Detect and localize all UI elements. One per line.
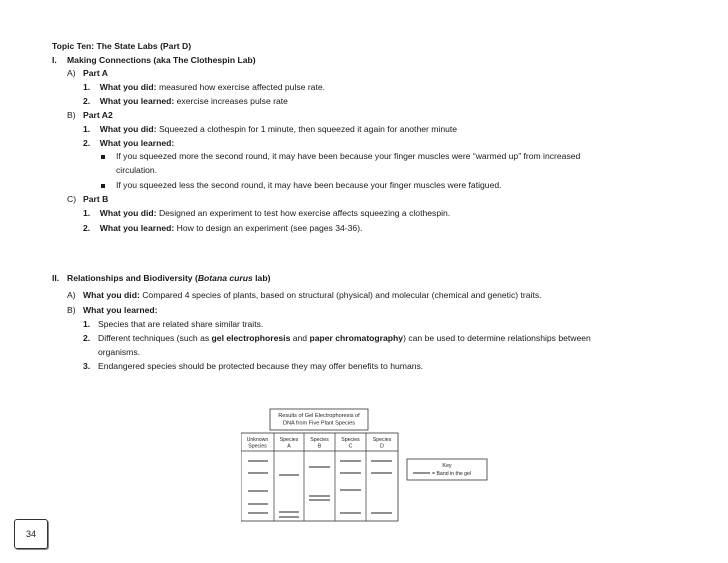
figure-key-text: = Band in the gel [432,471,472,477]
column-d-line-1: Species [372,437,392,443]
section-2-item-2-mid: and [290,333,310,343]
part-a-item-1 [83,82,325,93]
part-b-item-1-text: Designed an experiment to test how exercise affects squeezing a clothespin. [158,208,451,218]
figure-title-line-1: Results of Gel Electrophoresis of [278,413,360,419]
part-a-item-2-text: exercise increases pulse rate [176,96,288,106]
part-a2-item-1-num: 1. [83,124,91,134]
column-b-line-1: Species [310,437,329,443]
part-a2-bullet-1-line-1: If you squeezed more the second round, it may have been because your finger muscles were “warmed up” from increased [116,151,581,161]
part-a-item-2-num: 2. [83,96,91,106]
column-c-line-2: C [348,443,353,450]
part-a2-title: Part A2 [83,110,113,120]
part-a-letter: A) [67,68,76,78]
part-b-letter: C) [67,194,77,204]
page-number: 34 [14,519,48,549]
section-2-a-label: What you did: [83,290,140,300]
section-2-a-text: Compared 4 species of plants, based on structural (physical) and molecular (chemical and genetic) traits. [142,290,542,300]
section-2-item-2-num: 2. [83,333,91,343]
part-a-item-1-text: measured how exercise affected pulse rate. [158,82,326,92]
figure-key-title: Key [442,463,452,469]
part-a-item-1-num: 1. [83,82,91,92]
section-2-item-1-num: 1. [83,319,91,329]
bullet-square-icon [101,184,105,188]
part-a-title: Part A [83,68,108,78]
section-2-title-pre: Relationships and Biodiversity ( [67,273,198,283]
part-a2-item-2-num: 2. [83,138,91,148]
part-a-item-2 [83,96,288,107]
section-2-item-3-num: 3. [83,361,91,371]
column-d-line-2: D [380,443,384,450]
figure-title-line-2: DNA from Five Plant Species [282,420,356,427]
section-2-title-post: lab) [252,273,271,283]
part-a2-bullet-1-line-2: circulation. [116,165,158,175]
part-b-title: Part B [83,194,109,204]
section-2-title-italic: Botana curus [197,273,253,283]
bullet-square-icon [101,155,105,159]
part-b-item-2-num: 2. [83,223,91,233]
column-a-line-2: A [287,443,291,450]
column-a-line-1: Species [279,437,299,443]
section-2-item-2-post: ) can be used to determine relationships between [403,333,591,343]
part-a2-letter: B) [67,110,76,120]
section-2-item-1-text: Species that are related share similar traits. [98,319,264,329]
column-unknown-line-1: Unknown [246,437,269,443]
section-2-a [83,290,542,301]
column-c-line-1: Species [341,437,360,443]
topic-title: Topic Ten: The State Labs (Part D) [52,41,192,51]
part-a2-item-1-text: Squeezed a clothespin for 1 minute, then squeezed it again for another minute [158,124,458,134]
part-a-item-2-label: What you learned: [99,96,175,106]
section-2-item-2-line-2: organisms. [98,347,141,357]
part-b-item-2 [83,223,362,234]
part-b-item-1 [83,208,450,219]
gel-electrophoresis-figure [241,407,491,527]
part-b-item-1-label: What you did: [99,208,157,218]
column-unknown-line-2: Species [248,443,267,450]
part-a2-item-2-label: What you learned: [99,138,175,148]
section-2-title [67,273,270,284]
section-2-item-2-bold-2: paper chromatography [309,333,404,343]
part-b-item-2-label: What you learned: [99,223,175,233]
part-b-item-1-num: 1. [83,208,91,218]
section-2-item-2-text [98,333,591,344]
section-1-title: Making Connections (aka The Clothespin Lab) [67,55,256,65]
part-a2-item-1 [83,124,457,135]
section-2-numeral: II. [52,273,60,283]
part-a-item-1-label: What you did: [99,82,157,92]
part-a2-item-2 [83,138,174,149]
part-a2-bullet-2: If you squeezed less the second round, it may have been because your finger muscles were fatigued. [116,180,502,190]
section-2-item-3-text: Endangered species should be protected because they may offer benefits to humans. [98,361,424,371]
part-a2-item-1-label: What you did: [99,124,157,134]
section-2-a-letter: A) [67,290,76,300]
section-2-item-2-pre: Different techniques (such as [98,333,212,343]
section-1-numeral: I. [52,55,57,65]
column-b-line-2: B [317,443,322,450]
section-2-b-label: What you learned: [83,305,158,315]
part-b-item-2-text: How to design an experiment (see pages 34-36). [176,223,363,233]
section-2-item-2-bold-1: gel electrophoresis [211,333,291,343]
section-2-b-letter: B) [67,305,76,315]
